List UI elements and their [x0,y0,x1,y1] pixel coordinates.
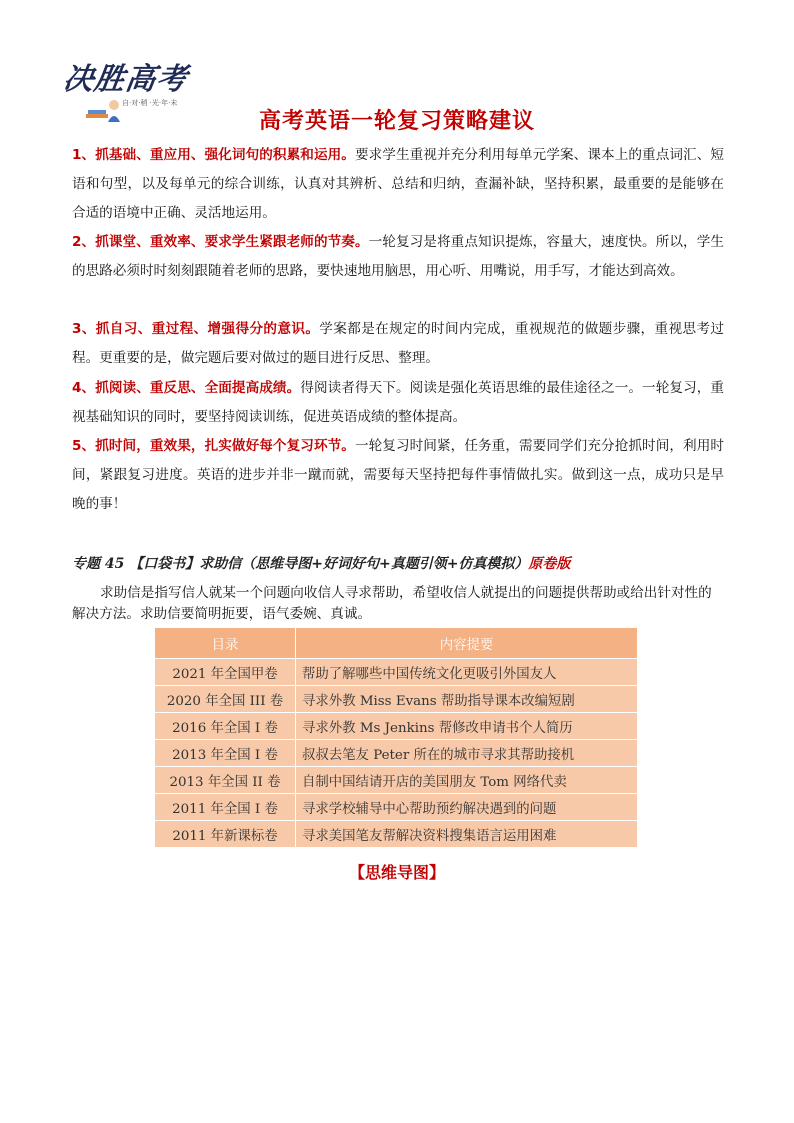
exam-cell: 2011 年全国 I 卷 [155,794,296,821]
strategy-paragraph-1 [72,141,724,228]
paragraph-body: 得阅读者得天下。阅读是强化英语思维的最佳途径之一。一轮复习，重视基础知识的同时，要坚持阅读训练，促进英语成绩的整体提高。 [72,380,724,425]
paragraph-lead: 3、抓自习、重过程、增强得分的意识。 [72,321,320,337]
paragraph-lead: 4、抓阅读、重反思、全面提高成绩。 [72,380,301,396]
summary-cell: 寻求外教 Ms Jenkins 帮修改申请书个人简历 [296,713,638,740]
topic-heading [72,553,732,573]
page-title: 高考英语一轮复习策略建议 [258,109,535,134]
table-row [155,659,638,686]
logo-subtitle: 自·对·稍 ·光·年·未 [122,99,178,107]
exam-cell: 2020 年全国 III 卷 [155,686,296,713]
intro-text: 求助信是指写信人就某一个问题向收信人寻求帮助，希望收信人就提出的问题提供帮助或给出针对性的解决方法。求助信要简明扼要，语气委婉、真诚。 [72,585,712,622]
summary-cell: 寻求外教 Miss Evans 帮助指导课本改编短剧 [296,686,638,713]
paragraph-body: 一轮复习时间紧，任务重，需要同学们充分抢抓时间，利用时间，紧跟复习进度。英语的进步并非一蹴而就，需要每天坚持把每件事情做扎实。做到这一点，成功只是早晚的事！ [72,438,724,512]
strategy-paragraph-5 [72,432,724,519]
summary-cell: 寻求学校辅导中心帮助预约解决遇到的问题 [296,794,638,821]
column-header: 目录 [155,628,296,659]
exam-cell: 2016 年全国 I 卷 [155,713,296,740]
logo-text: 决胜高考 [61,62,190,97]
strategy-paragraph-2 [72,228,724,286]
table-row [155,713,638,740]
table-row [155,821,638,848]
table-row [155,740,638,767]
topic-version: 原卷版 [528,556,571,572]
contents-table [154,627,638,848]
summary-cell: 帮助了解哪些中国传统文化更吸引外国友人 [296,659,638,686]
paragraph-body: 一轮复习是将重点知识提炼，容量大，速度快。所以，学生的思路必须时时刻刻跟随着老师的思路，要快速地用脑思，用心听、用嘴说，用手写，才能达到高效。 [72,234,724,279]
paragraph-body: 要求学生重视并充分利用每单元学案、课本上的重点词汇、短语和句型，以及每单元的综合训练，认真对其辨析、总结和归纳，查漏补缺，坚持积累，最重要的是能够在合适的语境中正确、灵活地运用。 [72,147,724,221]
exam-cell: 2013 年全国 II 卷 [155,767,296,794]
column-header: 内容提要 [296,628,638,659]
summary-cell: 自制中国结请开店的美国朋友 Tom 网络代卖 [296,767,638,794]
summary-cell: 寻求美国笔友帮解决资料搜集语言运用困难 [296,821,638,848]
exam-cell: 2021 年全国甲卷 [155,659,296,686]
table-row [155,794,638,821]
strategy-paragraph-4 [72,374,724,432]
paragraph-lead: 5、抓时间，重效果，扎实做好每个复习环节。 [72,438,355,454]
table-row [155,767,638,794]
table-row [155,686,638,713]
strategy-paragraph-3 [72,315,724,373]
mindmap-heading: 【思维导图】 [348,863,445,882]
paragraph-body: 学案都是在规定的时间内完成，重视规范的做题步骤，重视思考过程。更重要的是，做完题后要对做过的题目进行反思、整理。 [72,321,724,366]
paragraph-lead: 1、抓基础、重应用、强化词句的积累和运用。 [72,147,355,163]
exam-cell: 2013 年全国 I 卷 [155,740,296,767]
topic-text: 专题 45 【口袋书】求助信（思维导图+好词好句+真题引领+仿真模拟） [72,556,529,572]
table-header-row [155,628,638,659]
paragraph-lead: 2、抓课堂、重效率、要求学生紧跟老师的节奏。 [72,234,369,250]
summary-cell: 叔叔去笔友 Peter 所在的城市寻求其帮助接机 [296,740,638,767]
exam-cell: 2011 年新课标卷 [155,821,296,848]
